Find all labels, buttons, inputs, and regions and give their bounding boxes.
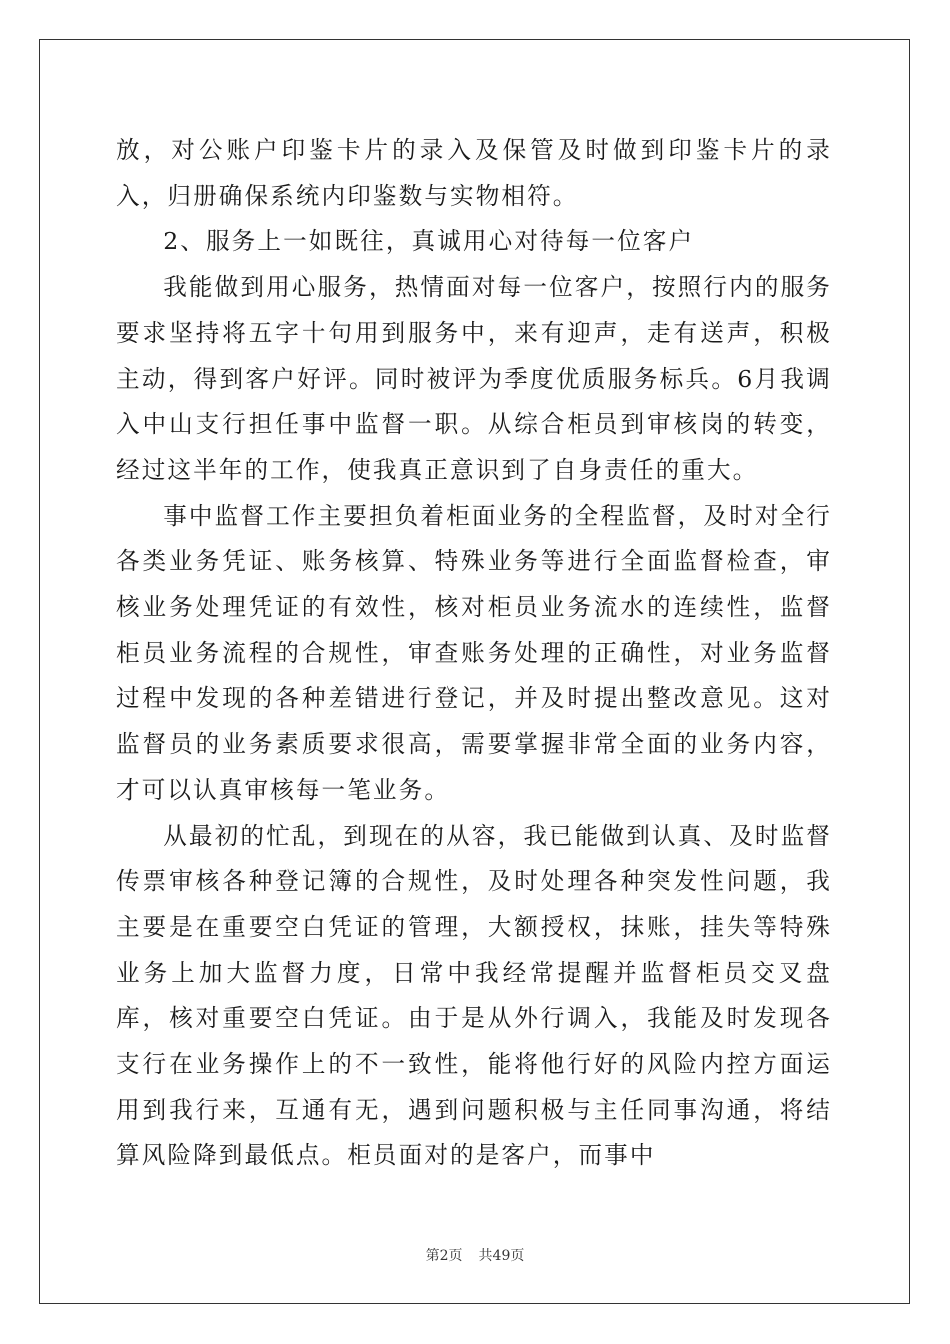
paragraph-2-heading: 2、服务上一如既往，真诚用心对待每一位客户 (163, 227, 695, 256)
paragraph-4: 事中监督工作主要担负着柜面业务的全程监督，及时对全行各类业务凭证、账务核算、特殊业务等进行全面监督检查，审核业务处理凭证的有效性，核对柜员业务流水的连续性，监督柜员业务流程的合规性，审查账务处理的正确性，对业务监督过程中发现的各种差错进行登记，并及时提出整改意见。这对监督员的业务素质要求很高，需要掌握非常全面的业务内容，才可以认真审核每一笔业务。 (116, 501, 832, 804)
paragraph-5: 从最初的忙乱，到现在的从容，我已能做到认真、及时监督传票审核各种登记簿的合规性，及时处理各种突发性问题，我主要是在重要空白凭证的管理，大额授权，抹账，挂失等特殊业务上加大监督力度，日常中我经常提醒并监督柜员交叉盘库，核对重要空白凭证。由于是从外行调入，我能及时发现各支行在业务操作上的不一致性，能将他行好的风险内控方面运用到我行来，互通有无，遇到问题积极与主任同事沟通，将结算风险降到最低点。柜员面对的是客户，而事中 (116, 821, 832, 1170)
paragraph-1: 放，对公账户印鉴卡片的录入及保管及时做到印鉴卡片的录入，归册确保系统内印鉴数与实物相符。 (116, 136, 832, 210)
total-pages: 共49页 (478, 1248, 525, 1264)
paragraph-3: 我能做到用心服务，热情面对每一位客户，按照行内的服务要求坚持将五字十句用到服务中，来有迎声，走有送声，积极主动，得到客户好评。同时被评为季度优质服务标兵。6月我调入中山支行担任事中监督一职。从综合柜员到审核岗的转变，经过这半年的工作，使我真正意识到了自身责任的重大。 (116, 273, 832, 484)
page-footer (0, 1247, 950, 1265)
document-body (116, 128, 832, 1179)
page-number: 第2页 (425, 1248, 463, 1264)
